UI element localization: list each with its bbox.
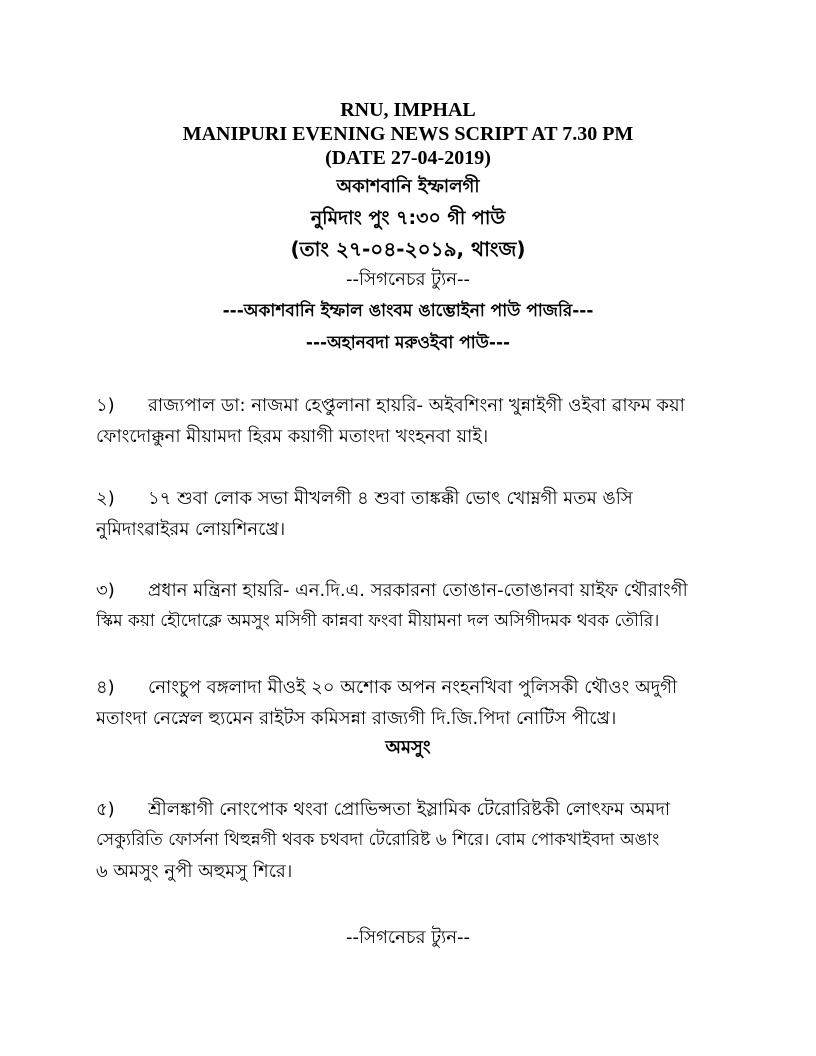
- news-item-number: ২): [96, 488, 115, 509]
- news-item-number: ৪): [96, 677, 115, 698]
- headlines-heading: ---অহানবদা মরুওইবা পাউ---: [305, 333, 511, 353]
- news-item-1-line-1: [96, 390, 720, 421]
- news-item-4-line-1: [96, 672, 720, 703]
- news-item-number: ৩): [96, 580, 115, 601]
- news-item-5-line-2: সেক্যুরিতি ফোর্সনা থিহুন্নগী থবক চথবদা টেরোরিষ্ট ৬ শিরে। বোম পোকখাইবদা অঙাং: [96, 830, 660, 850]
- script-title: MANIPURI EVENING NEWS SCRIPT AT 7.30 PM: [182, 123, 634, 145]
- news-item-3-line-1: [96, 575, 720, 606]
- news-item-2-line-2: নুমিদাংৱাইরম লোয়শিনখ্রে।: [96, 519, 286, 540]
- station-announcement: ---অকাশবানি ইম্ফাল ঙাংবম ঙাম্ভোইনা পাউ পাজরি---: [222, 301, 594, 321]
- bengali-script-date: (তাং ২৭-০৪-২০১৯, থাংজ): [290, 237, 526, 261]
- news-item-3-line-2: স্কিম কয়া হৌদোক্লে অমসুং মসিগী কান্নবা ফংবা মীয়ামনা দল অসিগীদমক থবক তৌরি।: [96, 611, 660, 631]
- news-item-number: ১): [96, 395, 115, 416]
- signature-tune-bottom: --সিগনেচর ট্যুন--: [346, 927, 470, 948]
- news-item-text: রাজ্যপাল ডা: নাজমা হেপ্তুলানা হায়রি- অইবশিংনা খুন্নাইগী ওইবা ৱাফম কয়া: [148, 395, 685, 416]
- news-item-text: নোংচুপ বঙ্গলাদা মীওই ২০ অশোক অপন নংহনখিবা পুলিসকী থৌওং অদুগী: [148, 677, 678, 698]
- news-item-2: [96, 483, 720, 545]
- news-item-text: শ্রীলঙ্কাগী নোংপোক থংবা প্রোভিন্সতা ইস্লামিক টেরোরিষ্টকী লোৎফম অমদা: [148, 799, 671, 820]
- news-item-5: [96, 794, 720, 887]
- news-item-2-line-1: [96, 483, 720, 514]
- signature-tune-top: --সিগনেচর ট্যুন--: [346, 269, 470, 290]
- news-item-5-line-3: ৬ অমসুং নুপী অহুমসু শিরে।: [96, 861, 293, 882]
- news-item-5-line-1: [96, 794, 720, 825]
- news-item-text: প্রধান মন্ত্রিনা হায়রি- এন.দি.এ. সরকারনা তোঙান-তোঙানবা য়াইফ থৌরাংগী: [148, 580, 688, 601]
- news-item-number: ৫): [96, 799, 115, 820]
- news-item-4-line-2: মতাংদা নেস্নেল হ্যুমেন রাইটস কমিসন্না রাজ্যগী দি.জি.পিদা নোটিস পীখ্রে।: [96, 708, 617, 729]
- script-date: (DATE 27-04-2019): [325, 147, 491, 169]
- news-item-3: [96, 575, 720, 637]
- news-item-1: [96, 390, 720, 452]
- bengali-script-time: নুমিদাং পুং ৭:৩০ গী পাউ: [310, 207, 506, 229]
- news-item-text: ১৭ শুবা লোক সভা মীখলগী ৪ শুবা তাঙ্কক্কী ভোৎ খোম্নগী মতম ঙসি: [148, 488, 633, 509]
- station-title: RNU, IMPHAL: [340, 99, 476, 121]
- news-item-1-line-2: ফোংদোক্কুনা মীয়ামদা হিরম কয়াগী মতাংদা খংহনবা য়াই।: [96, 426, 489, 447]
- section-label-and: অমসুং: [385, 737, 431, 758]
- bengali-station-title: অকাশবানি ইম্ফালগী: [336, 176, 480, 197]
- news-item-4: [96, 672, 720, 734]
